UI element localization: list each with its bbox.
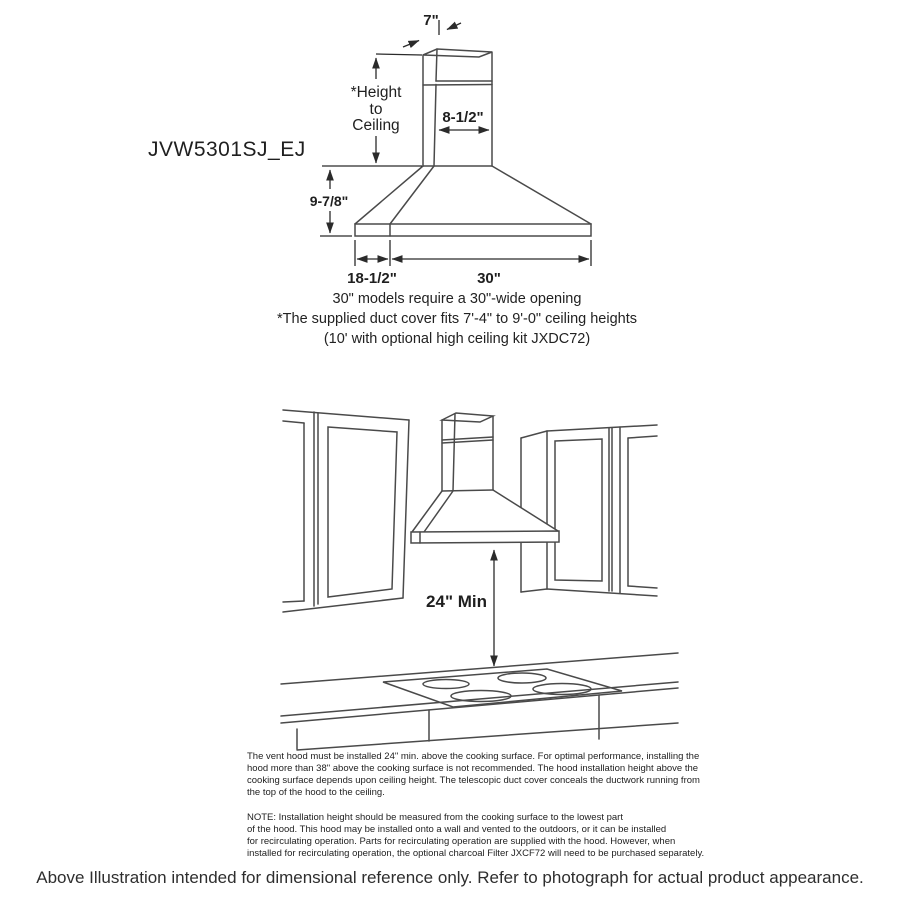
dim-label-height-to-ceiling-1: *Height <box>350 84 402 101</box>
note-line: for recirculating operation. Parts for recirculating operation are supplied with the hood. However, when <box>247 836 676 847</box>
note-line: hood more than 38" above the cooking surface is not recommended. The hood installation height above the <box>247 763 699 774</box>
note-line: The vent hood must be installed 24" min. above the cooking surface. For optimal performance, installing the <box>247 751 700 762</box>
right-cabinet-outline <box>521 425 657 596</box>
caption-line-1: 30" models require a 30"-wide opening <box>332 291 582 307</box>
note-line: of the hood. This hood may be installed onto a wall and vented to the outdoors, or it can be installed <box>247 824 667 835</box>
model-number-label: JVW5301SJ_EJ <box>148 138 306 161</box>
note-line: the top of the hood to the ceiling. <box>247 787 385 798</box>
caption-line-2: *The supplied duct cover fits 7'-4" to 9'-0" ceiling heights <box>277 311 637 327</box>
duct-cover-outline <box>423 49 492 166</box>
dim-label-height-to-ceiling-2: to <box>369 101 383 118</box>
dim-label-hood-width: 30" <box>477 270 501 287</box>
countertop-cooktop-outline <box>281 653 678 750</box>
note-line: installed for recirculating operation, the optional charcoal Filter JXCF72 will need to be purchased separately. <box>247 848 705 859</box>
dim-label-duct-depth: 7" <box>423 12 439 29</box>
top-diagram-caption <box>160 289 754 349</box>
dim-label-hood-height: 9-7/8" <box>309 193 349 209</box>
caption-line-3: (10' with optional high ceiling kit JXDC72) <box>323 331 591 347</box>
dim-label-height-to-ceiling-3: Ceiling <box>352 117 400 134</box>
left-cabinet-outline <box>283 410 409 612</box>
recirculation-note-paragraph <box>247 812 759 860</box>
installation-diagram <box>281 410 678 750</box>
disclaimer-text: Above Illustration intended for dimensional reference only. Refer to photograph for actual product appearance. <box>36 868 864 887</box>
hood-canopy-outline <box>355 166 591 236</box>
dim-label-clearance: 24" Min <box>426 592 487 611</box>
dim-label-duct-width: 8-1/2" <box>442 109 484 126</box>
note-line: cooking surface depends upon ceiling height. The telescopic duct cover conceals the ductwork running from <box>247 775 700 786</box>
installed-hood-outline <box>411 413 559 543</box>
note-line: NOTE: Installation height should be measured from the cooking surface to the lowest part <box>247 812 623 823</box>
top-dimension-diagram <box>148 12 591 287</box>
dim-label-hood-depth: 18-1/2" <box>347 270 397 287</box>
installation-note-paragraph <box>247 751 759 799</box>
